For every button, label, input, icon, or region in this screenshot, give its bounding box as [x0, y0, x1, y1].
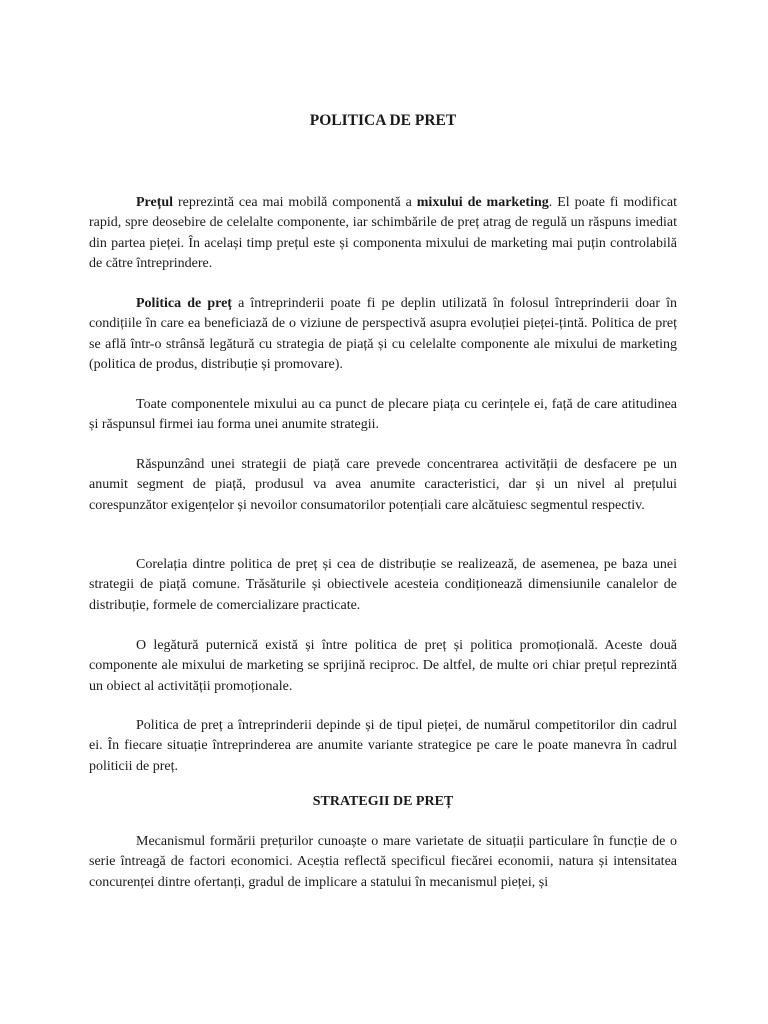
document-title: POLITICA DE PRET: [309, 112, 457, 129]
paragraph-promotional-link: O legătură puternică există și între politica de preț și politica promoțională. Aceste două componente ale mixului de marketing se sprijină reciproc. De altfel, de multe ori chiar prețul reprezintă un obiect al activității promoționale.: [89, 638, 677, 694]
section-heading-strategii: STRATEGII DE PREȚ: [312, 794, 454, 809]
paragraph-price-policy: Politica de preț a întreprinderii poate fi pe deplin utilizată în folosul întreprinderii doar în condițiile în care ea beneficiază de o viziune de perspectivă asupra evoluției pieței-țintă. Politica de preț se află într-o strânsă legătură cu strategia de piață și cu celelalte componente ale mixului de marketing (politica de produs, distribuție și promovare).: [89, 296, 677, 372]
paragraph-price-mechanism: Mecanismul formării prețurilor cunoaște o mare varietate de situații particulare în funcție de o serie întreagă de factori economici. Aceștia reflectă specificul fiecărei economii, natura și intensitatea concurenței dintre ofertanți, gradul de implicare a statului în mecanismul pieței, și: [89, 834, 677, 890]
term-politica-de-pret: Politica de preț: [136, 296, 232, 311]
paragraph-mix-components: Toate componentele mixului au ca punct de plecare piața cu cerințele ei, față de care atitudinea și răspunsul firmei iau forma unei anumite strategii.: [89, 397, 677, 433]
paragraph-distribution-correlation: Corelația dintre politica de preț și cea de distribuție se realizează, de asemenea, pe baza unei strategii de piață comune. Trăsăturile și obiectivele acesteia condiționează dimensiunile canalelor de distribuție, formele de comercializare practicate.: [89, 557, 677, 613]
paragraph-market-strategy: Răspunzând unei strategii de piață care prevede concentrarea activității de desfacere pe un anumit segment de piață, produsul va avea anumite caracteristici, dar și un nivel al prețului corespunzător exigențelor și nevoilor consumatorilor potențiali care alcătuiesc segmentul respectiv.: [89, 457, 677, 513]
term-mixul-de-marketing: mixului de marketing: [416, 195, 549, 210]
paragraph-price-definition: Prețul reprezintă cea mai mobilă componentă a mixului de marketing. El poate fi modificat rapid, spre deosebire de celelalte componente, iar schimbările de preț atrag de regulă un răspuns imediat din partea pieței. În același timp prețul este și componenta mixului de marketing mai puțin controlabilă de către întreprindere.: [89, 195, 677, 271]
term-pretul: Prețul: [136, 195, 174, 210]
paragraph-market-type: Politica de preț a întreprinderii depinde și de tipul pieței, de numărul competitorilor din cadrul ei. În fiecare situație întreprinderea are anumite variante strategice pe care le poate manevra în cadrul politicii de preț.: [89, 718, 677, 774]
